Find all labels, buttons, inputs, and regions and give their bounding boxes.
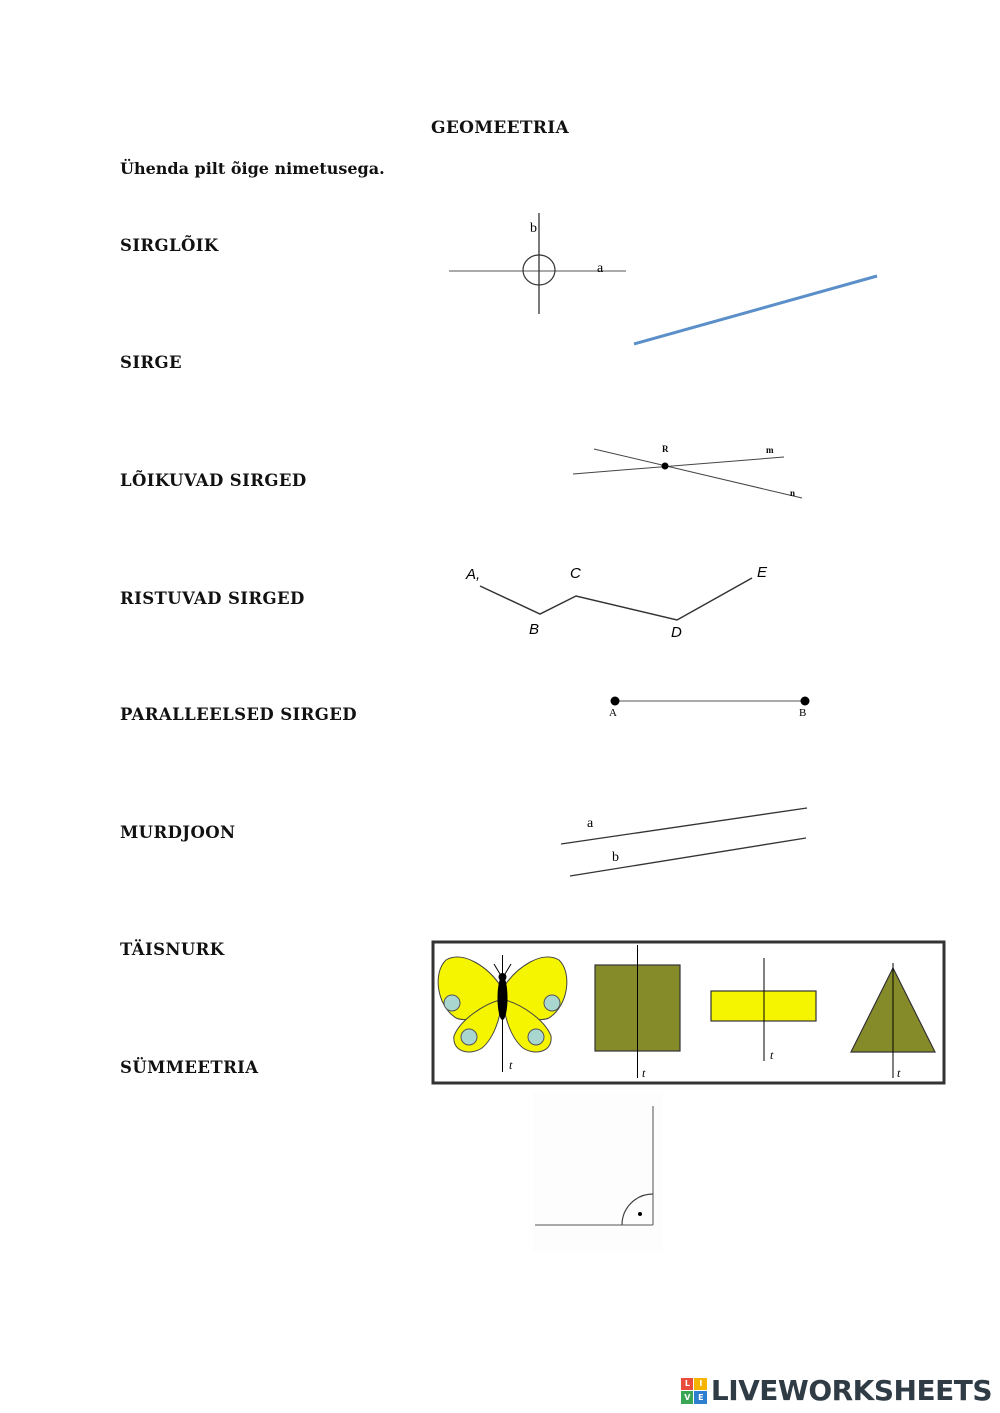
label-a: a xyxy=(597,261,604,276)
figure-right-angle[interactable] xyxy=(533,1093,663,1253)
brand-logo[interactable] xyxy=(681,1374,992,1407)
angle-dot xyxy=(638,1212,642,1216)
axis-label-t: t xyxy=(770,1048,774,1062)
axis-label-t: t xyxy=(897,1066,901,1080)
figure-symmetry-panel[interactable] xyxy=(433,942,944,1083)
label-A: A xyxy=(609,707,617,719)
figure-parallel-lines[interactable] xyxy=(561,808,807,876)
label-B: B xyxy=(799,707,807,719)
label-b: b xyxy=(612,850,619,865)
term-sirgloik[interactable]: SIRGLÕIK xyxy=(120,236,219,255)
label-a: a xyxy=(587,816,594,831)
figure-blue-line[interactable] xyxy=(634,276,877,344)
term-loikuvad-sirged[interactable]: LÕIKUVAD SIRGED xyxy=(120,471,307,490)
page-title: GEOMEETRIA xyxy=(431,118,569,138)
term-murdjoon[interactable]: MURDJOON xyxy=(120,823,236,842)
term-sirge[interactable]: SIRGE xyxy=(120,353,183,372)
figure-polyline[interactable] xyxy=(465,564,768,641)
brand-name: LIVEWORKSHEETS xyxy=(710,1374,992,1407)
label-m: m xyxy=(766,445,774,455)
endpoint-b xyxy=(801,697,810,706)
term-taisnurk[interactable]: TÄISNURK xyxy=(120,940,225,959)
liveworksheets-icon: L I V E xyxy=(681,1378,707,1404)
label-B: B xyxy=(529,621,540,638)
axis-label-t: t xyxy=(642,1066,646,1080)
axis-label-t: t xyxy=(509,1058,513,1072)
term-summeetria[interactable]: SÜMMEETRIA xyxy=(120,1058,259,1077)
label-C: C xyxy=(570,565,581,582)
term-ristuvad-sirged[interactable]: RISTUVAD SIRGED xyxy=(120,589,305,608)
instruction: Ühenda pilt õige nimetusega. xyxy=(120,159,385,178)
endpoint-a xyxy=(611,697,620,706)
figure-intersecting-lines[interactable] xyxy=(573,444,802,498)
label-A: A, xyxy=(466,566,481,583)
label-E: E xyxy=(757,564,768,581)
label-D: D xyxy=(671,624,682,641)
intersection-point xyxy=(662,463,669,470)
label-r: R xyxy=(662,444,669,454)
figure-segment[interactable] xyxy=(609,697,810,720)
term-paralleelsed-sirged[interactable]: PARALLEELSED SIRGED xyxy=(120,705,357,724)
figure-perpendicular-lines[interactable] xyxy=(449,213,626,314)
label-n: n xyxy=(790,488,796,498)
label-b: b xyxy=(530,221,537,236)
